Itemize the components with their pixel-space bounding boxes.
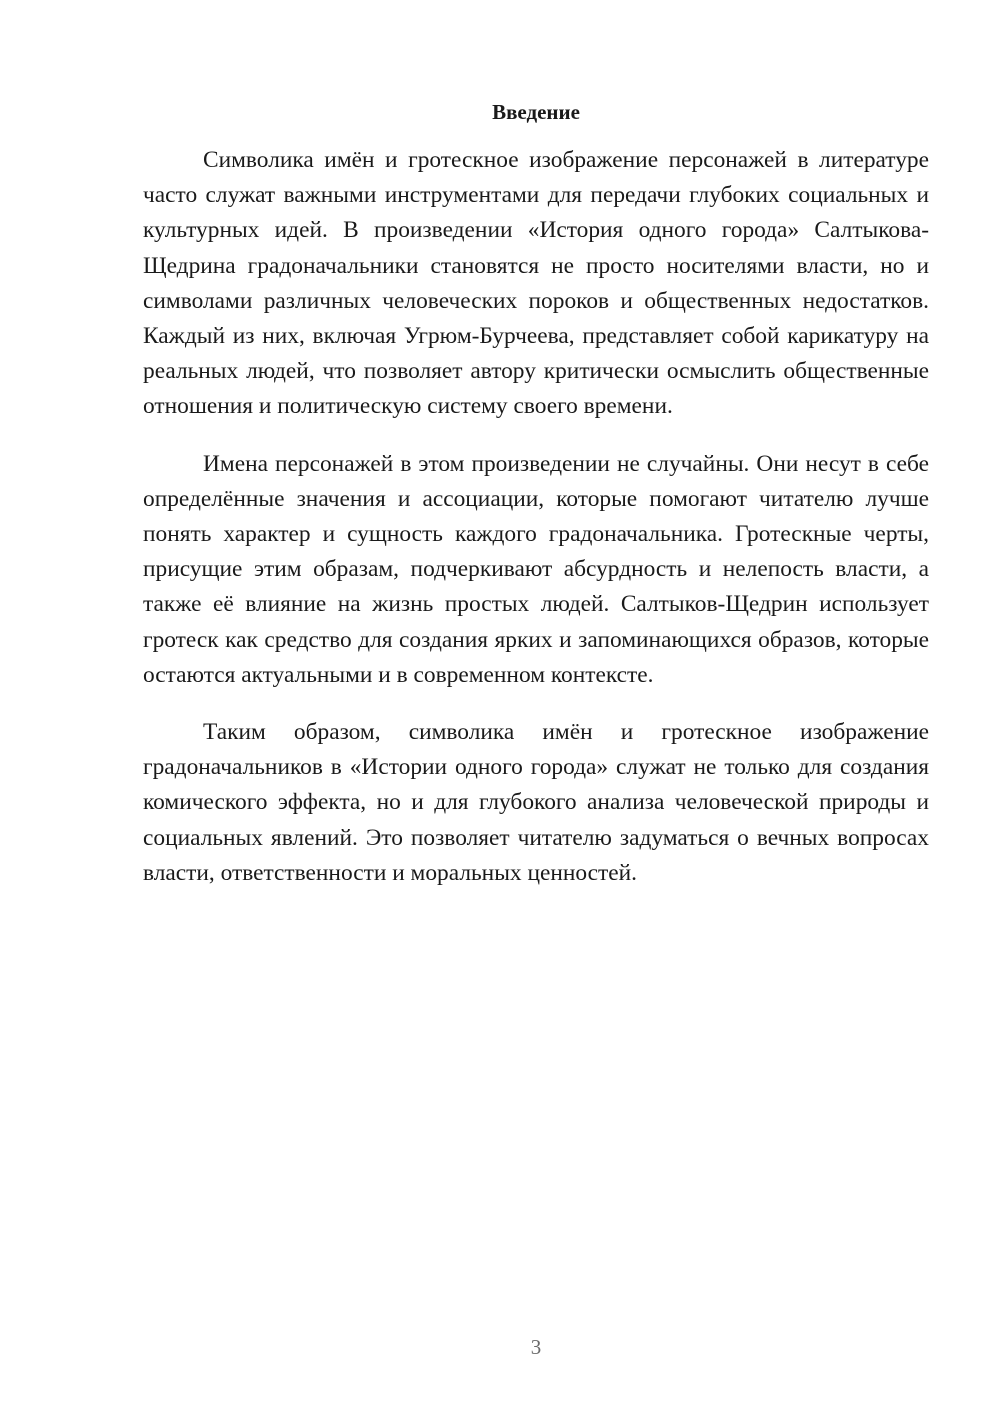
paragraph-3: Таким образом, символика имён и гротескное изображение градоначальников в «Истории одного города» служат не только для создания комического эффекта, но и для глубокого анализа человеческой природы и социальных явлений. Это позволяет читателю задуматься о вечных вопросах власти, ответственности и моральных ценностей. xyxy=(143,719,929,886)
document-body xyxy=(143,143,929,913)
paragraph-1: Символика имён и гротескное изображение персонажей в литературе часто служат важными инструментами для передачи глубоких социальных и культурных идей. В произведении «История одного города» Салтыкова-Щедрина градоначальники становятся не просто носителями власти, но и символами различных человеческих пороков и общественных недостатков. Каждый из них, включая Угрюм-Бурчеева, представляет собой карикатуру на реальных людей, что позволяет автору критически осмыслить общественные отношения и политическую систему своего времени. xyxy=(143,147,929,420)
page-number: 3 xyxy=(530,1335,542,1359)
paragraph-2: Имена персонажей в этом произведении не случайны. Они несут в себе определённые значения и ассоциации, которые помогают читателю лучше понять характер и сущность каждого градоначальника. Гротескные черты, присущие этим образам, подчеркивают абсурдность и нелепость власти, а также её влияние на жизнь простых людей. Салтыков-Щедрин использует гротеск как средство для создания ярких и запоминающихся образов, которые остаются актуальными и в современном контексте. xyxy=(143,450,929,688)
section-heading: Введение xyxy=(492,100,580,124)
